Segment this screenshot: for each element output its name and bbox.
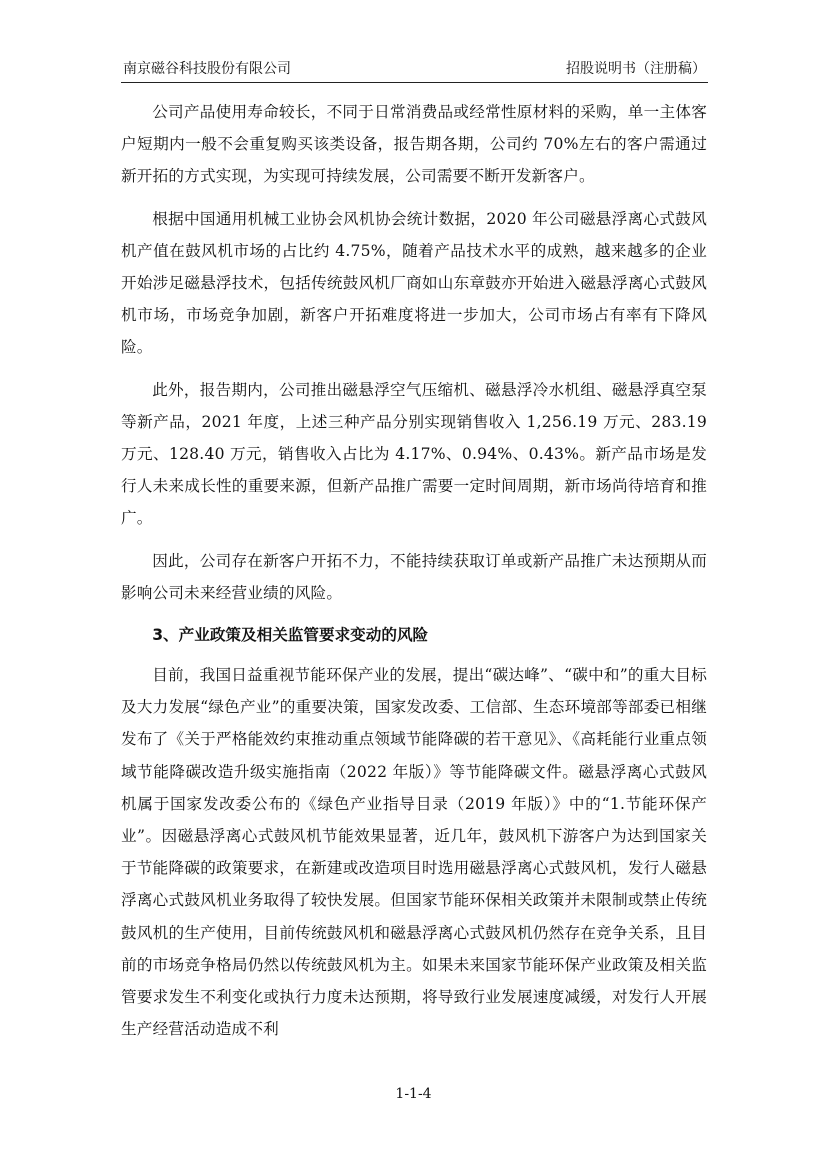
header-doc-type: 招股说明书（注册稿） bbox=[566, 61, 706, 77]
paragraph-4: 因此，公司存在新客户开拓不力，不能持续获取订单或新产品推广未达预期从而影响公司未来经营业绩的风险。 bbox=[121, 551, 707, 602]
paragraph-1: 公司产品使用寿命较长，不同于日常消费品或经常性原材料的采购，单一主体客户短期内一般不会重复购买该类设备，报告期各期，公司约 70%左右的客户需通过新开拓的方式实现，为实现可持续发展，公司需要不断开发新客户。 bbox=[121, 103, 707, 186]
paragraph-2: 根据中国通用机械工业协会风机协会统计数据，2020 年公司磁悬浮离心式鼓风机产值在鼓风机市场的占比约 4.75%，随着产品技术水平的成熟，越来越多的企业开始涉足磁悬浮技术，包括传统鼓风机厂商如山东章鼓亦开始进入磁悬浮离心式鼓风机市场，市场竞争加剧，新客户开拓难度将进一步加大，公司市场占有率有下降风险。 bbox=[121, 209, 707, 357]
section-body: 目前，我国日益重视节能环保产业的发展，提出“碳达峰”、“碳中和”的重大目标及大力发展“绿色产业”的重要决策，国家发改委、工信部、生态环境部等部委已相继发布了《关于严格能效约束推动重点领域节能降碳的若干意见》、《高耗能行业重点领域节能降碳改造升级实施指南（2022 年版）》等节能降碳文件。磁悬浮离心式鼓风机属于国家发改委公布的《绿色产业指导目录（2019 年版）》中的“1.节能环保产业”。因磁悬浮离心式鼓风机节能效果显著，近几年，鼓风机下游客户为达到国家关于节能降碳的政策要求，在新建或改造项目时选用磁悬浮离心式鼓风机，发行人磁悬浮离心式鼓风机业务取得了较快发展。但国家节能环保相关政策并未限制或禁止传统鼓风机的生产使用，目前传统鼓风机和磁悬浮离心式鼓风机仍然存在竞争关系，且目前的市场竞争格局仍然以传统鼓风机为主。如果未来国家节能环保产业政策及相关监管要求发生不利变化或执行力度未达预期，将导致行业发展速度减缓，对发行人开展生产经营活动造成不利 bbox=[121, 666, 707, 1039]
page-header bbox=[121, 60, 708, 83]
page-content bbox=[121, 96, 707, 1055]
section-title: 3、产业政策及相关监管要求变动的风险 bbox=[152, 626, 429, 645]
header-company: 南京磁谷科技股份有限公司 bbox=[123, 61, 291, 77]
paragraph-3: 此外，报告期内，公司推出磁悬浮空气压缩机、磁悬浮冷水机组、磁悬浮真空泵等新产品，2021 年度，上述三种产品分别实现销售收入 1,256.19 万元、283.19 万元、128.40 万元，销售收入占比为 4.17%、0.94%、0.43%。新产品市场是发行人未来成长性的重要来源，但新产品推广需要一定时间周期，新市场尚待培育和推广。 bbox=[121, 380, 707, 528]
page-number: 1-1-4 bbox=[395, 1086, 432, 1102]
